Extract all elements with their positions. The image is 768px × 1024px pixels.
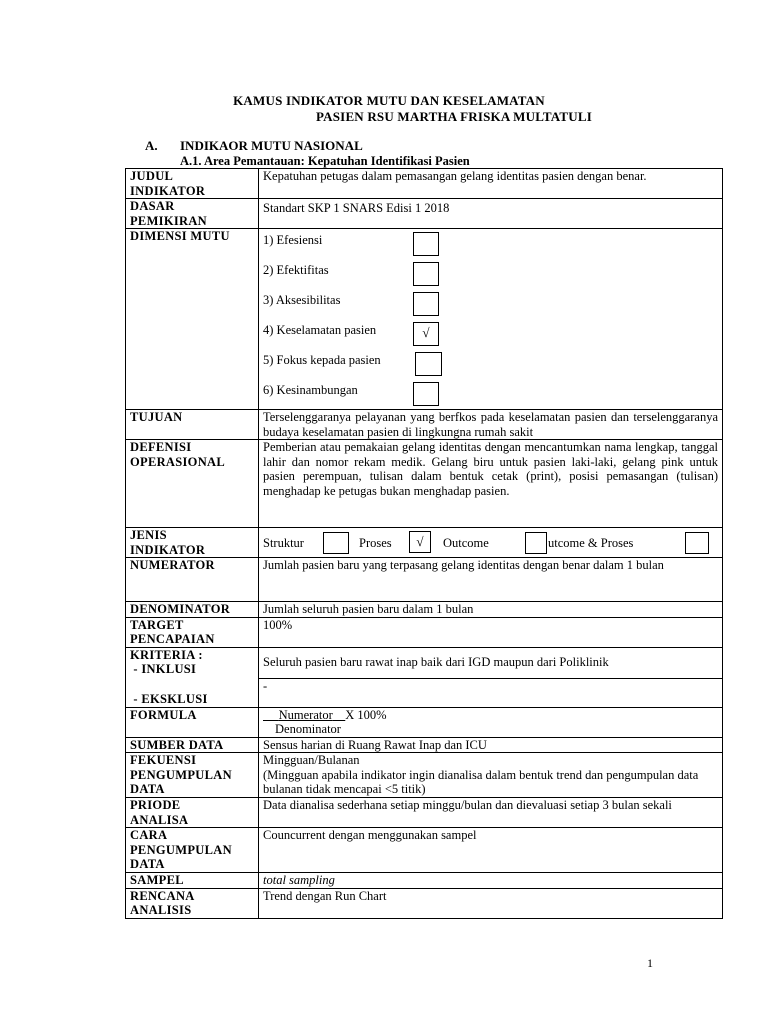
value-denominator: Jumlah seluruh pasien baru dalam 1 bulan <box>259 602 723 618</box>
value-cara: Councurrent dengan menggunakan sampel <box>259 828 723 873</box>
section-letter: A. <box>145 138 158 153</box>
label-priode <box>126 798 259 828</box>
value-dimensi <box>259 229 723 410</box>
fekuensi-line: Mingguan/Bulanan <box>263 753 360 767</box>
label-target <box>126 617 259 647</box>
value-sampel: total sampling <box>259 873 723 889</box>
label-line: JENIS <box>130 528 167 542</box>
row-dimensi <box>126 229 723 410</box>
value-tujuan: Terselenggaranya pelayanan yang berfkos pada keselamatan pasien dan terselenggaranya budaya keselamatan pasien di lingkungna rumah sakit <box>259 410 723 440</box>
row-dasar <box>126 199 723 229</box>
dimensi-checkbox[interactable] <box>413 232 439 256</box>
label-line: INDIKATOR <box>130 542 206 557</box>
page-number: 1 <box>647 956 653 970</box>
indicator-table <box>125 168 723 919</box>
dimensi-item-label: 3) Aksesibilitas <box>263 293 341 307</box>
label-denominator: DENOMINATOR <box>126 602 259 618</box>
value-judul: Kepatuhan petugas dalam pemasangan gelang identitas pasien dengan benar. <box>259 169 723 199</box>
row-fekuensi <box>126 753 723 798</box>
dimensi-item-label: 4) Keselamatan pasien <box>263 323 377 337</box>
struktur-checkbox[interactable] <box>323 532 349 554</box>
dimensi-checkbox[interactable]: √ <box>413 322 439 346</box>
dimensi-item <box>263 229 718 259</box>
row-sumber <box>126 737 723 753</box>
label-line: PRIODE <box>130 798 181 812</box>
dimensi-item <box>263 259 718 289</box>
label-line: DASAR <box>130 199 175 213</box>
row-tujuan <box>126 410 723 440</box>
label-dimensi: DIMENSI MUTU <box>126 229 259 410</box>
dimensi-checkbox[interactable] <box>413 292 439 316</box>
label-sumber: SUMBER DATA <box>126 737 259 753</box>
row-numerator <box>126 558 723 602</box>
label-line: PENGUMPULAN <box>130 767 232 782</box>
value-defenisi: Pemberian atau pemakaian gelang identitas dengan mencantumkan nama lengkap, tanggal lahir dan nomor rekam medik. Gelang biru untuk pasien laki-laki, gelang pink untuk pasien perempuan, tulisan dalam bentuk cetak (print), posisi pemasangan (tulisan) menghadap ke petugas bukan menghadap pasien. <box>259 440 723 528</box>
label-line: OPERASIONAL <box>130 454 225 469</box>
label-judul <box>126 169 259 199</box>
row-jenis <box>126 528 723 558</box>
label-line: DATA <box>130 857 165 871</box>
value-target: 100% <box>259 617 723 647</box>
dimensi-item-label: 2) Efektifitas <box>263 263 329 277</box>
label-jenis <box>126 528 259 558</box>
row-target <box>126 617 723 647</box>
dimensi-item-label: 5) Fokus kepada pasien <box>263 353 381 367</box>
value-dasar: Standart SKP 1 SNARS Edisi 1 2018 <box>259 199 723 229</box>
value-inklusi: Seluruh pasien baru rawat inap baik dari IGD maupun dari Poliklinik <box>259 647 723 678</box>
dimensi-item <box>263 349 718 379</box>
label-fekuensi <box>126 753 259 798</box>
value-sumber: Sensus harian di Ruang Rawat Inap dan ICU <box>259 737 723 753</box>
dimensi-checkbox[interactable] <box>413 262 439 286</box>
label-kriteria <box>126 647 259 707</box>
document-title-line2: PASIEN RSU MARTHA FRISKA MULTATULI <box>315 109 593 124</box>
label-dasar <box>126 199 259 229</box>
label-line: PENGUMPULAN <box>130 842 232 857</box>
label-defenisi <box>126 440 259 528</box>
dimensi-item <box>263 289 718 319</box>
value-priode: Data dianalisa sederhana setiap minggu/bulan dan dievaluasi setiap 3 bulan sekali <box>259 798 723 828</box>
label-line: FEKUENSI <box>130 753 197 767</box>
label-line: - EKSKLUSI <box>130 691 208 706</box>
jenis-option-outcome-proses: utcome & Proses <box>548 536 634 550</box>
label-line: KRITERIA : <box>130 647 203 662</box>
label-sampel: SAMPEL <box>126 873 259 889</box>
row-formula <box>126 707 723 737</box>
value-jenis <box>259 528 723 558</box>
value-eksklusi: - <box>259 678 723 707</box>
document-title-line1: KAMUS INDIKATOR MUTU DAN KESELAMATAN <box>233 93 545 108</box>
area-title: A.1. Area Pemantauan: Kepatuhan Identifikasi Pasien <box>180 154 470 168</box>
label-line: DATA <box>130 782 165 796</box>
label-tujuan: TUJUAN <box>126 410 259 440</box>
formula-denominator: Denominator <box>275 722 341 736</box>
label-line: ANALISIS <box>130 903 192 917</box>
label-line: PEMIKIRAN <box>130 213 208 228</box>
row-rencana <box>126 888 723 918</box>
label-line: RENCANA <box>130 888 195 903</box>
label-line: ANALISA <box>130 812 189 827</box>
label-line: TARGET <box>130 617 184 632</box>
value-rencana: Trend dengan Run Chart <box>259 888 723 918</box>
label-numerator: NUMERATOR <box>126 558 259 602</box>
formula-numerator: Numerator <box>278 707 333 722</box>
jenis-option-outcome: Outcome <box>443 536 489 550</box>
label-line: PENCAPAIAN <box>130 632 215 646</box>
dimensi-list <box>263 229 718 409</box>
outcome-proses-checkbox[interactable] <box>685 532 709 554</box>
row-judul <box>126 169 723 199</box>
dimensi-item-label: 6) Kesinambungan <box>263 383 358 397</box>
row-sampel <box>126 873 723 889</box>
label-cara <box>126 828 259 873</box>
label-formula: FORMULA <box>126 707 259 737</box>
dimensi-item <box>263 319 718 349</box>
row-denominator <box>126 602 723 618</box>
outcome-checkbox[interactable] <box>525 532 547 554</box>
jenis-option-struktur: Struktur <box>263 536 304 550</box>
jenis-option-proses: Proses <box>359 536 392 550</box>
row-cara <box>126 828 723 873</box>
proses-checkbox[interactable]: √ <box>409 531 431 553</box>
label-line: DEFENISI <box>130 440 192 454</box>
dimensi-item <box>263 379 718 409</box>
row-kriteria-inklusi <box>126 647 723 678</box>
label-line: CARA <box>130 828 168 842</box>
value-formula <box>259 707 723 737</box>
dimensi-checkbox[interactable] <box>413 382 439 406</box>
fekuensi-line: (Mingguan apabila indikator ingin dianalisa dalam bentuk trend dan pengumpulan data bulanan tidak mencapai <5 titik) <box>263 767 699 796</box>
dimensi-checkbox[interactable] <box>415 352 442 376</box>
label-line: INDIKATOR <box>130 183 206 198</box>
label-line: JUDUL <box>130 169 174 183</box>
value-fekuensi <box>259 753 723 798</box>
row-priode <box>126 798 723 828</box>
formula-multiplier: X 100% <box>345 707 387 722</box>
label-rencana <box>126 888 259 918</box>
label-line: - INKLUSI <box>130 662 197 676</box>
row-defenisi <box>126 440 723 528</box>
value-numerator: Jumlah pasien baru yang terpasang gelang identitas dengan benar dalam 1 bulan <box>259 558 723 602</box>
dimensi-item-label: 1) Efesiensi <box>263 233 323 247</box>
section-title: INDIKAOR MUTU NASIONAL <box>180 138 363 153</box>
